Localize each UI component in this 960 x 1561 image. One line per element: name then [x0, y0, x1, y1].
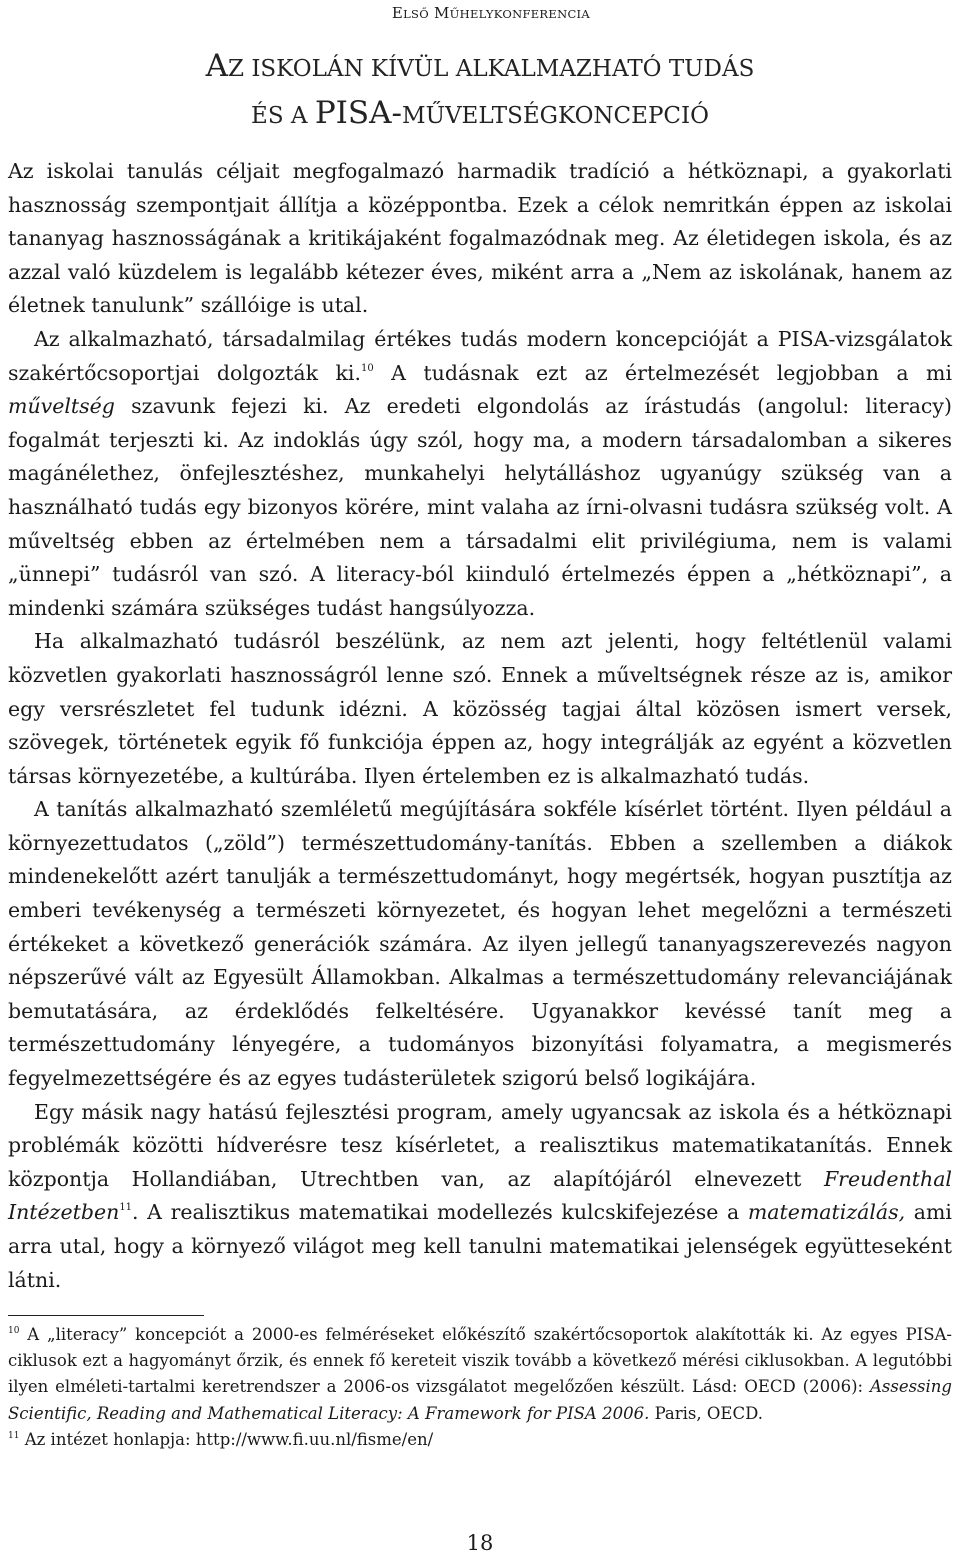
title-line-1: AZ ISKOLÁN KÍVÜL ALKALMAZHATÓ TUDÁS	[205, 48, 755, 84]
footnote-11: $^{11}$ Az intézet honlapja: http://www.fi.uu.nl/fisme/en/	[8, 1429, 434, 1449]
page-number: 18	[466, 1531, 494, 1555]
body-text	[8, 155, 952, 1297]
footnotes	[8, 1322, 952, 1453]
paragraph-2: Az alkalmazható, társadalmilag értékes tudás modern koncepcióját a PISA-vizsgálatok szakértőcsoportjai dolgozták ki.$^{10}$ A tudásnak ezt az értelmezését legjobban a mi műveltség szavunk fejezi ki. Az eredeti elgondolás az írástudás (angolul: literacy) fogalmát terjeszti ki. Az indoklás úgy szól, hogy ma, a modern társadalomban a sikeres magánélethez, önfejlesztéshez, munkahelyi helytálláshoz ugyanúgy szükség van a használható tudás egy bizonyos körére, mint valaha az írni-olvasni tudásra szükség volt. A műveltség ebben az értelmében nem a társadalmi elit privilégiuma, nem is valami „ünnepi” tudásról van szó. A literacy-ból kiinduló értelmezés éppen a „hétköznapi”, a mindenki számára szükséges tudást hangsúlyozza.	[8, 326, 953, 620]
paragraph-5: Egy másik nagy hatású fejlesztési program, amely ugyancsak az iskola és a hétköznapi problémák közötti hídverésre tesz kísérletet, a realisztikus matematikatanítás. Ennek központja Hollandiában, Utrechtben van, az alapítójáról elnevezett Freudenthal Intézetben$^{11}$. A realisztikus matematikai modellezés kulcskifejezése a matematizálás, ami arra utal, hogy a környező világot meg kell tanulni matematikai jelenségek együtteseként látni.	[8, 1099, 952, 1292]
footnote-ref-11[interactable]: 11	[119, 1202, 133, 1214]
paragraph-4: A tanítás alkalmazható szemléletű megújítására sokféle kísérlet történt. Ilyen például a környezettudatos („zöld”) természettudomány-tanítás. Ebben a szellemben a diákok mindenekelőtt azért tanulják a természettudományt, hogy megértsék, hogyan pusztítja az emberi tevékenység a természeti környezetet, és hogyan lehet megelőzni a természeti értékeket a következő generációk számára. Az ilyen jellegű tananyagszerevezés nagyon népszerűvé vált az Egyesült Államokban. Alkalmas a természettudomány relevanciájának bemutatására, az érdeklődés felkeltésére. Ugyanakkor kevéssé tanít meg a természettudomány lényegére, a tudományos bizonyítási folyamatra, a megismerés fegyelmezettségére és az egyes tudásterületek szigorú belső logikájára.	[8, 797, 952, 1091]
footnote-ref-10[interactable]: 10	[361, 362, 374, 374]
section-title	[0, 44, 960, 138]
title-line-2: ÉS A PISA-MŰVELTSÉGKONCEPCIÓ	[251, 95, 709, 131]
paragraph-1: Az iskolai tanulás céljait megfogalmazó harmadik tradíció a hétköznapi, a gyakorlati hasznosság szempontjait állítja a középpontba. Ezek a célok nemritkán éppen az iskolai tananyag hasznosságának a kritikájaként fogalmazódnak meg. Az életidegen iskola, és az azzal való küzdelem is legalább kétezer éves, miként arra a „Nem az iskolának, hanem az életnek tanulunk” szállóige is utal.	[8, 159, 952, 318]
paragraph-3: Ha alkalmazható tudásról beszélünk, az nem azt jelenti, hogy feltétlenül valami közvetlen gyakorlati hasznosságról lenne szó. Ennek a műveltségnek része az is, amikor egy versrészletet fel tudunk idézni. A közösség tagjai által közösen ismert versek, szövegek, történetek egyik fő funkciója éppen az, hogy integrálják az egyént a közvetlen társas környezetébe, a kultúrába. Ilyen értelemben ez is alkalmazható tudás.	[8, 629, 952, 788]
running-header: ELSŐ MŰHELYKONFERENCIA	[391, 4, 590, 22]
footnote-10: $^{10}$ A „literacy” koncepciót a 2000-es felméréseket előkészítő szakértőcsoportok alakították ki. Az egyes PISA-ciklusok ezt a hagyományt őrzik, és ennek fő kereteit viszik tovább a következő mérési ciklusokban. A legutóbbi ilyen elméleti-tartalmi keretrendszer a 2006-os vizsgálatot megelőzően készült. Lásd: OECD (2006): Assessing Scientific, Reading and Mathematical Literacy: A Framework for PISA 2006. Paris, OECD.	[8, 1325, 952, 1423]
footnote-divider	[8, 1315, 204, 1316]
